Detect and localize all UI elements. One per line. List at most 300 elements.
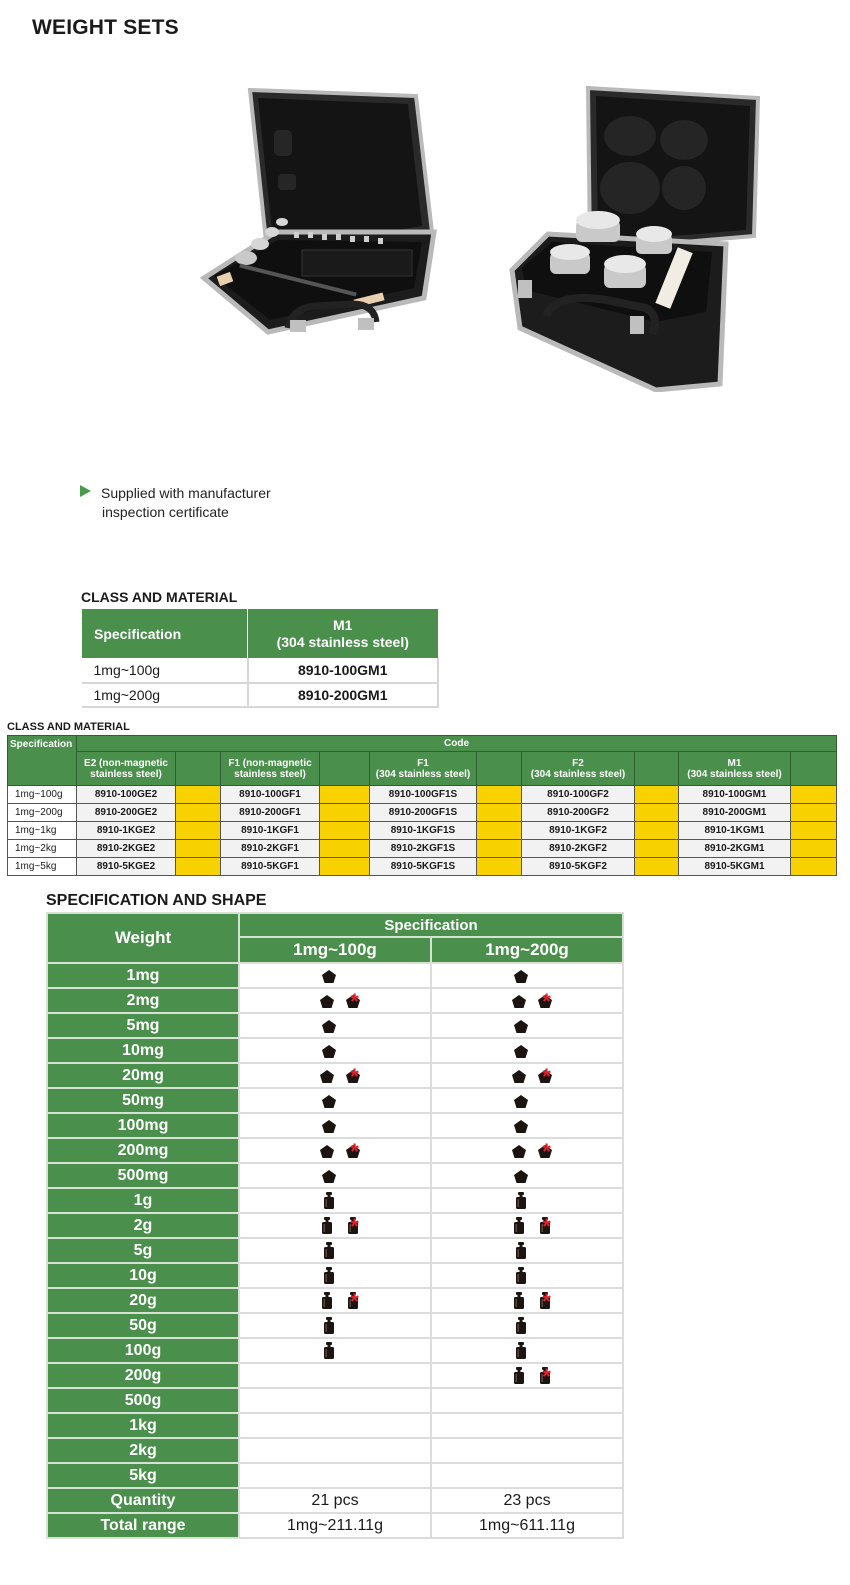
weight-row [47, 1438, 623, 1463]
code-cell: 8910-1KGM1 [679, 822, 791, 840]
code-cell: 8910-5KGF2 [522, 858, 635, 876]
shape-group [240, 1288, 430, 1314]
pentagon-weight-icon [322, 1117, 336, 1134]
weight-label: 2kg [47, 1438, 239, 1463]
weight-row [47, 1363, 623, 1388]
shape-item [538, 1363, 553, 1389]
shape-group [432, 1190, 622, 1211]
spec-cell: 1mg~5kg [8, 858, 77, 876]
shape-item [320, 1142, 334, 1159]
code-cell: 8910-100GE2 [77, 786, 176, 804]
shape-group [240, 1015, 430, 1036]
weight-row [47, 1388, 623, 1413]
shape-group [432, 1315, 622, 1336]
shape-cell [431, 1113, 623, 1138]
pentagon-weight-icon [320, 992, 334, 1009]
cylinder-weight-icon [322, 1342, 336, 1359]
cylinder-weight-icon [514, 1342, 528, 1359]
highlight-cell [477, 840, 522, 858]
spec-shape-table [46, 912, 624, 1539]
table-row [8, 840, 837, 858]
header-specification-full: Specification [8, 736, 77, 786]
shape-item [514, 967, 528, 984]
shape-cell [431, 1338, 623, 1363]
highlight-cell [791, 822, 837, 840]
shape-cell [239, 963, 431, 988]
class-group-line1: M1 [727, 757, 742, 769]
shape-group [240, 1340, 430, 1361]
cylinder-weight-icon [512, 1292, 526, 1309]
shape-cell [431, 1138, 623, 1163]
shape-item [512, 1367, 526, 1384]
code-cell: 8910-100GF1S [370, 786, 477, 804]
shape-group [432, 1288, 622, 1314]
shape-cell [239, 1163, 431, 1188]
shape-group [432, 965, 622, 986]
highlight-cell [176, 822, 221, 840]
code-cell: 8910-1KGF2 [522, 822, 635, 840]
class-group-line2: stainless steel) [90, 768, 162, 780]
highlight-cell [635, 840, 679, 858]
shape-cell [239, 1288, 431, 1313]
shape-cell [239, 1438, 431, 1463]
table-row [8, 858, 837, 876]
highlight-cell [320, 786, 370, 804]
shape-cell [431, 1413, 623, 1438]
code-cell: 8910-2KGF1S [370, 840, 477, 858]
shape-cell [431, 1188, 623, 1213]
asterisk-icon: * [350, 1213, 359, 1239]
weight-row [47, 1013, 623, 1038]
shape-cell [239, 1188, 431, 1213]
cylinder-weight-icon [514, 1192, 528, 1209]
highlight-cell [477, 804, 522, 822]
asterisk-icon: * [542, 1138, 551, 1164]
shape-cell [239, 1338, 431, 1363]
weight-label: 2g [47, 1213, 239, 1238]
class-group-line2: (304 stainless steel) [687, 768, 782, 780]
class-material-table-full [7, 735, 837, 876]
weight-label: 5kg [47, 1463, 239, 1488]
shape-item [512, 1142, 526, 1159]
shape-group [240, 1315, 430, 1336]
spec-cell: 1mg~200g [82, 683, 248, 707]
code-cell: 8910-2KGF2 [522, 840, 635, 858]
code-cell: 8910-1KGF1 [221, 822, 320, 840]
pentagon-weight-icon [320, 1067, 334, 1084]
shape-item [320, 1292, 334, 1309]
cylinder-weight-icon [322, 1317, 336, 1334]
header-class-group [77, 752, 176, 786]
highlight-cell [320, 822, 370, 840]
highlight-cell [635, 822, 679, 840]
highlight-cell [791, 786, 837, 804]
weight-label: 100g [47, 1338, 239, 1363]
pentagon-weight-icon [320, 1142, 334, 1159]
shape-item [514, 1167, 528, 1184]
code-cell: 8910-1KGF1S [370, 822, 477, 840]
pentagon-weight-icon [512, 1142, 526, 1159]
header-class-group [522, 752, 635, 786]
weight-label: 200mg [47, 1138, 239, 1163]
page-title: WEIGHT SETS [32, 16, 179, 39]
shape-group [432, 1363, 622, 1389]
code-cell: 8910-100GF1 [221, 786, 320, 804]
shape-group [432, 1063, 622, 1089]
asterisk-icon: * [542, 988, 551, 1014]
class-group-line2: (304 stainless steel) [375, 768, 471, 780]
header-class-group [679, 752, 791, 786]
table-row [82, 683, 439, 707]
weight-row [47, 1038, 623, 1063]
weight-label: 100mg [47, 1113, 239, 1138]
header-range-200g: 1mg~200g [431, 937, 623, 963]
shape-group [240, 988, 430, 1014]
header-specification: Specification [82, 609, 248, 659]
class-group-line2: (304 stainless steel) [530, 768, 626, 780]
shape-item [346, 1288, 361, 1314]
code-cell: 8910-100GM1 [248, 659, 439, 683]
shape-cell [431, 1363, 623, 1388]
asterisk-icon: * [350, 988, 359, 1014]
code-cell: 8910-200GE2 [77, 804, 176, 822]
pentagon-weight-icon [322, 967, 336, 984]
shape-group [432, 1165, 622, 1186]
code-cell: 8910-2KGE2 [77, 840, 176, 858]
quantity-100g: 21 pcs [239, 1488, 431, 1513]
code-cell: 8910-2KGF1 [221, 840, 320, 858]
pentagon-weight-icon [514, 1117, 528, 1134]
asterisk-icon: * [350, 1063, 359, 1089]
shape-cell [431, 963, 623, 988]
weight-set-case-image-large [506, 84, 770, 392]
shape-item [538, 1288, 553, 1314]
shape-cell [431, 1463, 623, 1488]
shape-item [346, 1063, 361, 1089]
shape-group [432, 988, 622, 1014]
code-cell: 8910-200GF1S [370, 804, 477, 822]
shape-item [514, 1317, 528, 1334]
header-blank [176, 752, 221, 786]
quantity-200g: 23 pcs [431, 1488, 623, 1513]
shape-group [240, 1090, 430, 1111]
weight-row [47, 1188, 623, 1213]
weight-label: 1g [47, 1188, 239, 1213]
weight-label: 2mg [47, 988, 239, 1013]
shape-cell [239, 1313, 431, 1338]
weight-label: 500g [47, 1388, 239, 1413]
spec-cell: 1mg~100g [8, 786, 77, 804]
shape-cell [239, 1363, 431, 1388]
highlight-cell [176, 840, 221, 858]
shape-item [322, 1342, 336, 1359]
shape-cell [431, 1313, 623, 1338]
shape-item [322, 1092, 336, 1109]
quantity-label: Quantity [47, 1488, 239, 1513]
cylinder-weight-icon [322, 1242, 336, 1259]
shape-item [322, 1242, 336, 1259]
highlight-cell [635, 786, 679, 804]
shape-item [514, 1342, 528, 1359]
highlight-cell [320, 858, 370, 876]
spec-cell: 1mg~200g [8, 804, 77, 822]
weight-label: 10g [47, 1263, 239, 1288]
shape-group [240, 1240, 430, 1261]
weight-label: 1kg [47, 1413, 239, 1438]
note-line-1: Supplied with manufacturer [101, 485, 271, 501]
pentagon-weight-icon [322, 1017, 336, 1034]
shape-item [512, 1067, 526, 1084]
code-cell: 8910-200GF1 [221, 804, 320, 822]
code-cell: 8910-200GF2 [522, 804, 635, 822]
shape-item [514, 1192, 528, 1209]
shape-cell [431, 1038, 623, 1063]
weight-row [47, 1338, 623, 1363]
shape-group [432, 1240, 622, 1261]
shape-item [538, 1063, 553, 1089]
shape-group [432, 1213, 622, 1239]
cylinder-weight-icon [320, 1217, 334, 1234]
table-row [8, 786, 837, 804]
cylinder-weight-icon [512, 1367, 526, 1384]
shape-cell [431, 1388, 623, 1413]
header-range-100g: 1mg~100g [239, 937, 431, 963]
highlight-cell [176, 804, 221, 822]
weight-row [47, 988, 623, 1013]
asterisk-icon: * [350, 1288, 359, 1314]
shape-cell [239, 1013, 431, 1038]
shape-cell [239, 1063, 431, 1088]
spec-cell: 1mg~100g [82, 659, 248, 683]
shape-item [514, 1042, 528, 1059]
header-class-group [370, 752, 477, 786]
pentagon-weight-icon [514, 1092, 528, 1109]
cylinder-weight-icon [322, 1192, 336, 1209]
asterisk-icon: * [542, 1288, 551, 1314]
shape-group [240, 1165, 430, 1186]
total-range-100g: 1mg~211.11g [239, 1513, 431, 1538]
header-blank [320, 752, 370, 786]
pentagon-weight-icon [512, 1067, 526, 1084]
header-blank [477, 752, 522, 786]
shape-group [240, 1213, 430, 1239]
header-blank [791, 752, 837, 786]
shape-cell [239, 1213, 431, 1238]
shape-item [346, 1138, 361, 1164]
shape-cell [239, 1263, 431, 1288]
shape-item [322, 1317, 336, 1334]
shape-item [346, 988, 361, 1014]
weight-label: 5g [47, 1238, 239, 1263]
shape-item [538, 988, 553, 1014]
cylinder-weight-icon [514, 1317, 528, 1334]
note-line-2: inspection certificate [102, 504, 229, 520]
shape-group [240, 1138, 430, 1164]
shape-cell [431, 1013, 623, 1038]
shape-item [514, 1092, 528, 1109]
highlight-cell [176, 786, 221, 804]
pentagon-weight-icon [512, 992, 526, 1009]
weight-row [47, 1138, 623, 1163]
cylinder-weight-icon [322, 1267, 336, 1284]
highlight-cell [791, 858, 837, 876]
code-cell: 8910-5KGM1 [679, 858, 791, 876]
weight-row [47, 1313, 623, 1338]
shape-item [322, 1192, 336, 1209]
cylinder-weight-icon [320, 1292, 334, 1309]
shape-item [538, 1213, 553, 1239]
code-cell: 8910-5KGF1 [221, 858, 320, 876]
weight-row [47, 1238, 623, 1263]
table-row [8, 822, 837, 840]
header-class-group [221, 752, 320, 786]
pentagon-weight-icon [514, 1042, 528, 1059]
shape-cell [431, 1263, 623, 1288]
code-cell: 8910-100GM1 [679, 786, 791, 804]
weight-label: 200g [47, 1363, 239, 1388]
pentagon-weight-icon [514, 967, 528, 984]
shape-item [320, 1067, 334, 1084]
shape-cell [431, 988, 623, 1013]
pentagon-weight-icon [322, 1167, 336, 1184]
class-group-line1: F2 [572, 757, 584, 769]
cylinder-weight-icon [512, 1217, 526, 1234]
asterisk-icon: * [542, 1363, 551, 1389]
spec-shape-title: SPECIFICATION AND SHAPE [46, 892, 267, 909]
weight-row [47, 1263, 623, 1288]
highlight-cell [791, 840, 837, 858]
header-m1-line2: (304 stainless steel) [276, 633, 409, 650]
weight-row [47, 1213, 623, 1238]
class-material-full-title: CLASS AND MATERIAL [7, 721, 130, 733]
shape-group [432, 1115, 622, 1136]
shape-cell [239, 1138, 431, 1163]
weight-row [47, 1063, 623, 1088]
shape-item [514, 1267, 528, 1284]
pentagon-weight-icon [514, 1167, 528, 1184]
shape-cell [239, 1463, 431, 1488]
asterisk-icon: * [542, 1063, 551, 1089]
code-cell: 8910-5KGE2 [77, 858, 176, 876]
weight-label: 20g [47, 1288, 239, 1313]
shape-item [322, 1267, 336, 1284]
shape-group [240, 1115, 430, 1136]
shape-item [512, 1292, 526, 1309]
code-cell: 8910-200GM1 [248, 683, 439, 707]
certificate-note [80, 484, 271, 522]
shape-item [322, 1042, 336, 1059]
total-range-200g: 1mg~611.11g [431, 1513, 623, 1538]
weight-label: 5mg [47, 1013, 239, 1038]
weight-label: 50g [47, 1313, 239, 1338]
arrow-bullet-icon [80, 485, 91, 497]
class-group-line1: F1 [417, 757, 429, 769]
highlight-cell [477, 822, 522, 840]
shape-item [320, 1217, 334, 1234]
shape-item [514, 1117, 528, 1134]
highlight-cell [320, 840, 370, 858]
weight-label: 10mg [47, 1038, 239, 1063]
shape-item [322, 1167, 336, 1184]
shape-group [240, 1190, 430, 1211]
table-row [8, 804, 837, 822]
header-m1 [248, 609, 439, 659]
weight-row [47, 1163, 623, 1188]
highlight-cell [176, 858, 221, 876]
shape-item [512, 1217, 526, 1234]
cylinder-weight-icon [514, 1267, 528, 1284]
shape-cell [239, 1113, 431, 1138]
shape-item [514, 1017, 528, 1034]
header-spec-group: Specification [239, 913, 623, 937]
header-weight: Weight [47, 913, 239, 963]
spec-cell: 1mg~2kg [8, 840, 77, 858]
shape-item [322, 967, 336, 984]
header-blank [635, 752, 679, 786]
shape-item [538, 1138, 553, 1164]
class-group-line1: E2 (non-magnetic [84, 757, 168, 769]
shape-cell [431, 1213, 623, 1238]
highlight-cell [477, 858, 522, 876]
shape-group [432, 1265, 622, 1286]
pentagon-weight-icon [322, 1042, 336, 1059]
weight-row [47, 1288, 623, 1313]
class-group-line1: F1 (non-magnetic [228, 757, 312, 769]
shape-cell [239, 1388, 431, 1413]
asterisk-icon: * [350, 1138, 359, 1164]
shape-group [432, 1040, 622, 1061]
shape-group [432, 1090, 622, 1111]
highlight-cell [791, 804, 837, 822]
weight-set-case-image-small [198, 82, 448, 360]
shape-cell [431, 1088, 623, 1113]
weight-row [47, 963, 623, 988]
table-row [82, 659, 439, 683]
weight-row [47, 1113, 623, 1138]
code-cell: 8910-100GF2 [522, 786, 635, 804]
weight-label: 50mg [47, 1088, 239, 1113]
shape-group [432, 1138, 622, 1164]
code-cell: 8910-5KGF1S [370, 858, 477, 876]
weight-label: 1mg [47, 963, 239, 988]
shape-item [512, 992, 526, 1009]
highlight-cell [320, 804, 370, 822]
shape-item [514, 1242, 528, 1259]
shape-group [240, 1265, 430, 1286]
quantity-row [47, 1488, 623, 1513]
shape-item [320, 992, 334, 1009]
weight-row [47, 1413, 623, 1438]
shape-cell [239, 988, 431, 1013]
total-range-row [47, 1513, 623, 1538]
weight-row [47, 1088, 623, 1113]
shape-cell [239, 1088, 431, 1113]
shape-item [346, 1213, 361, 1239]
weight-label: 500mg [47, 1163, 239, 1188]
total-range-label: Total range [47, 1513, 239, 1538]
shape-group [432, 1015, 622, 1036]
class-material-title: CLASS AND MATERIAL [81, 589, 238, 605]
shape-cell [239, 1238, 431, 1263]
code-cell: 8910-1KGE2 [77, 822, 176, 840]
asterisk-icon: * [542, 1213, 551, 1239]
shape-cell [239, 1038, 431, 1063]
highlight-cell [635, 858, 679, 876]
shape-item [322, 1117, 336, 1134]
shape-cell [239, 1413, 431, 1438]
spec-cell: 1mg~1kg [8, 822, 77, 840]
header-code: Code [77, 736, 837, 752]
